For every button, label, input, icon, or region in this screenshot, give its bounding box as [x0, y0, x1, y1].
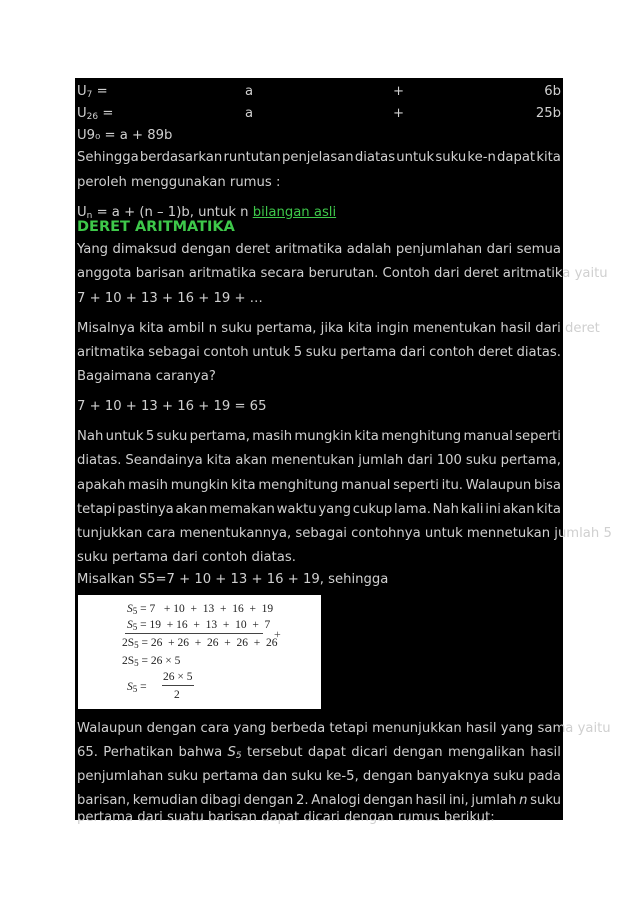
word: tetapi [77, 502, 116, 517]
word: dan [262, 769, 288, 784]
word: memakan [209, 502, 275, 517]
para2-line2: anggota barisan aritmatika secara berurutan. Contoh dari deret aritmatika yaitu [77, 266, 608, 281]
word: dari [399, 345, 426, 360]
word: manual [341, 478, 391, 493]
word: Yang [77, 242, 109, 257]
word: Perhatikan [103, 745, 174, 760]
para5-line2 [77, 744, 561, 761]
word: manual [463, 429, 513, 444]
word: penjumlahan [395, 242, 483, 257]
word: tersebut [246, 745, 303, 760]
word: suku [530, 793, 561, 808]
word: akan [502, 502, 535, 517]
word: ini [485, 502, 501, 517]
word: sebagai [148, 345, 200, 360]
word: waktu [276, 502, 317, 517]
word: semua [516, 242, 561, 257]
word: seperti [515, 429, 561, 444]
figure-row-3: $2S_5 = 26 + 26 + 26 + 26 + 26$ [122, 637, 278, 650]
figure-row-5-lhs: $S_5$ = [127, 681, 147, 694]
word: suku [291, 769, 323, 784]
word: suku [305, 345, 337, 360]
word: kita [354, 429, 379, 444]
word: pertama, [189, 429, 250, 444]
word: itu. [441, 478, 463, 493]
para5-line5: pertama dari suatu barisan dapat dicari dengan rumus berikut: [77, 810, 495, 825]
word: bisa [533, 478, 561, 493]
word: mungkin [170, 478, 229, 493]
figure-row-2: $S_5 = 19 + 16 + 13 + 10 + 7$ [127, 619, 271, 632]
word: Seandainya [125, 453, 203, 468]
word: contoh [203, 345, 249, 360]
word: ke-5, [326, 769, 359, 784]
word: deret [477, 345, 513, 360]
word: suku [156, 429, 188, 444]
word: penjelasan [281, 150, 354, 165]
word: kali [460, 502, 484, 517]
word: suku [493, 769, 525, 784]
word: aritmatika [274, 242, 343, 257]
word: barisan, [77, 793, 131, 808]
word: pastinya [117, 502, 174, 517]
figure-fraction-denominator: 2 [174, 689, 180, 701]
section-heading: DERET ARITMATIKA [77, 219, 235, 235]
word: Sehingga [77, 150, 139, 165]
word: banyaknya [416, 769, 490, 784]
para3-line3: Bagaimana caranya? [77, 369, 216, 384]
word: dimaksud [112, 242, 177, 257]
word: suku [167, 769, 199, 784]
word: dengan [243, 793, 294, 808]
para1-line1 [77, 149, 561, 166]
word: pertama [340, 345, 397, 360]
figure-sum-rule [125, 633, 263, 634]
word: ini, [448, 793, 469, 808]
word: apakah [77, 478, 126, 493]
word: dapat [307, 745, 346, 760]
word: Nah [432, 502, 459, 517]
word: suku [435, 150, 467, 165]
word: dengan [363, 793, 413, 808]
word: diatas. [516, 345, 561, 360]
word: dapat [497, 150, 536, 165]
para1-line2: peroleh menggunakan rumus : [77, 175, 281, 190]
para2-line1 [77, 241, 561, 258]
word: ke-n [467, 150, 496, 165]
word: contoh [429, 345, 475, 360]
word: adalah [346, 242, 392, 257]
sum-line: 7 + 10 + 13 + 16 + 19 = 65 [77, 399, 267, 414]
word: lama. [394, 502, 431, 517]
word: pertama, [500, 453, 561, 468]
word: untuk [252, 345, 291, 360]
u7-row: $U_7$ = a + 6b [77, 84, 561, 100]
word: aritmatika [77, 345, 145, 360]
word: menghitung [381, 429, 462, 444]
word: kemudian [132, 793, 198, 808]
para4-line3 [77, 477, 561, 494]
general-formula: $U_n = a + (n - 1)b$, untuk n bilangan asli [77, 205, 337, 221]
para2-line3: 7 + 10 + 13 + 16 + 19 + … [77, 291, 263, 306]
word: pertama [202, 769, 259, 784]
word: untuk [105, 429, 144, 444]
figure-row-1: $S_5 = 7 + 10 + 13 + 16 + 19$ [127, 603, 274, 616]
para3-line2 [77, 344, 561, 361]
word: Nah [77, 429, 104, 444]
word: yang [318, 502, 351, 517]
word: Walaupun [465, 478, 532, 493]
n-symbol: n [519, 793, 528, 808]
word: suku [465, 453, 497, 468]
figure-fraction-numerator: 26 × 5 [163, 671, 193, 683]
u90-row: U9₀ = a + 89b [77, 128, 173, 143]
word: 100 [436, 453, 462, 468]
word: kita [231, 478, 256, 493]
word: 5 [145, 429, 155, 444]
word: dicari [351, 745, 388, 760]
misalkan-line: Misalkan S5=7 + 10 + 13 + 16 + 19, sehingga [77, 572, 389, 587]
word: dari [486, 242, 513, 257]
word: dengan [181, 242, 231, 257]
word: cukup [352, 502, 393, 517]
s5-symbol: $S_5$ [227, 745, 242, 761]
word: berdasarkan [139, 150, 223, 165]
word: pada [528, 769, 561, 784]
word: dari [407, 453, 433, 468]
word: untuk [396, 150, 435, 165]
figure-fraction-bar [162, 685, 194, 686]
word: dibagi [200, 793, 241, 808]
document-page [75, 78, 612, 825]
word: mungkin [294, 429, 352, 444]
word: seperti [393, 478, 439, 493]
para5-line3 [77, 768, 561, 785]
word: hasil [415, 793, 447, 808]
para3-line1: Misalnya kita ambil n suku pertama, jika kita ingin menentukan hasil dari deret [77, 321, 600, 336]
sum-derivation-figure [78, 595, 321, 709]
word: diatas [354, 150, 396, 165]
para4-line5: tunjukkan cara menentukannya, sebagai contohnya untuk mennetukan jumlah 5 [77, 526, 612, 541]
word: 5 [293, 345, 303, 360]
para4-line6: suku pertama dari contoh diatas. [77, 550, 296, 565]
word: kita [536, 502, 561, 517]
para4-line4 [77, 501, 561, 518]
figure-row-4: $2S_5 = 26 \times 5$ [122, 655, 181, 668]
word: mengalikan [447, 745, 525, 760]
word: runtutan [223, 150, 281, 165]
para4-line1 [77, 428, 561, 445]
word: 2. [295, 793, 309, 808]
word: akan [175, 502, 208, 517]
word: jumlah [471, 793, 517, 808]
word: kita [536, 150, 561, 165]
word: masih [252, 429, 293, 444]
word: menghitung [258, 478, 339, 493]
u26-row: $U_{26}$ = a + 25b [77, 106, 561, 122]
word: Analogi [311, 793, 361, 808]
bilangan-asli-link[interactable]: bilangan asli [252, 205, 337, 220]
word: penjumlahan [77, 769, 164, 784]
word: dengan [393, 745, 443, 760]
word: bahwa [178, 745, 223, 760]
word: menentukan [271, 453, 355, 468]
word: kita [206, 453, 232, 468]
word: masih [128, 478, 168, 493]
para4-line2 [77, 452, 561, 469]
figure-plus-sign: + [274, 627, 281, 641]
word: akan [235, 453, 268, 468]
word: hasil [530, 745, 561, 760]
word: deret [235, 242, 271, 257]
para5-line1: Walaupun dengan cara yang berbeda tetapi menunjukkan hasil yang sama yaitu [77, 721, 611, 736]
word: 65. [77, 745, 98, 760]
para5-line4 [77, 792, 561, 809]
word: jumlah [358, 453, 404, 468]
word: dengan [362, 769, 413, 784]
word: diatas. [77, 453, 122, 468]
